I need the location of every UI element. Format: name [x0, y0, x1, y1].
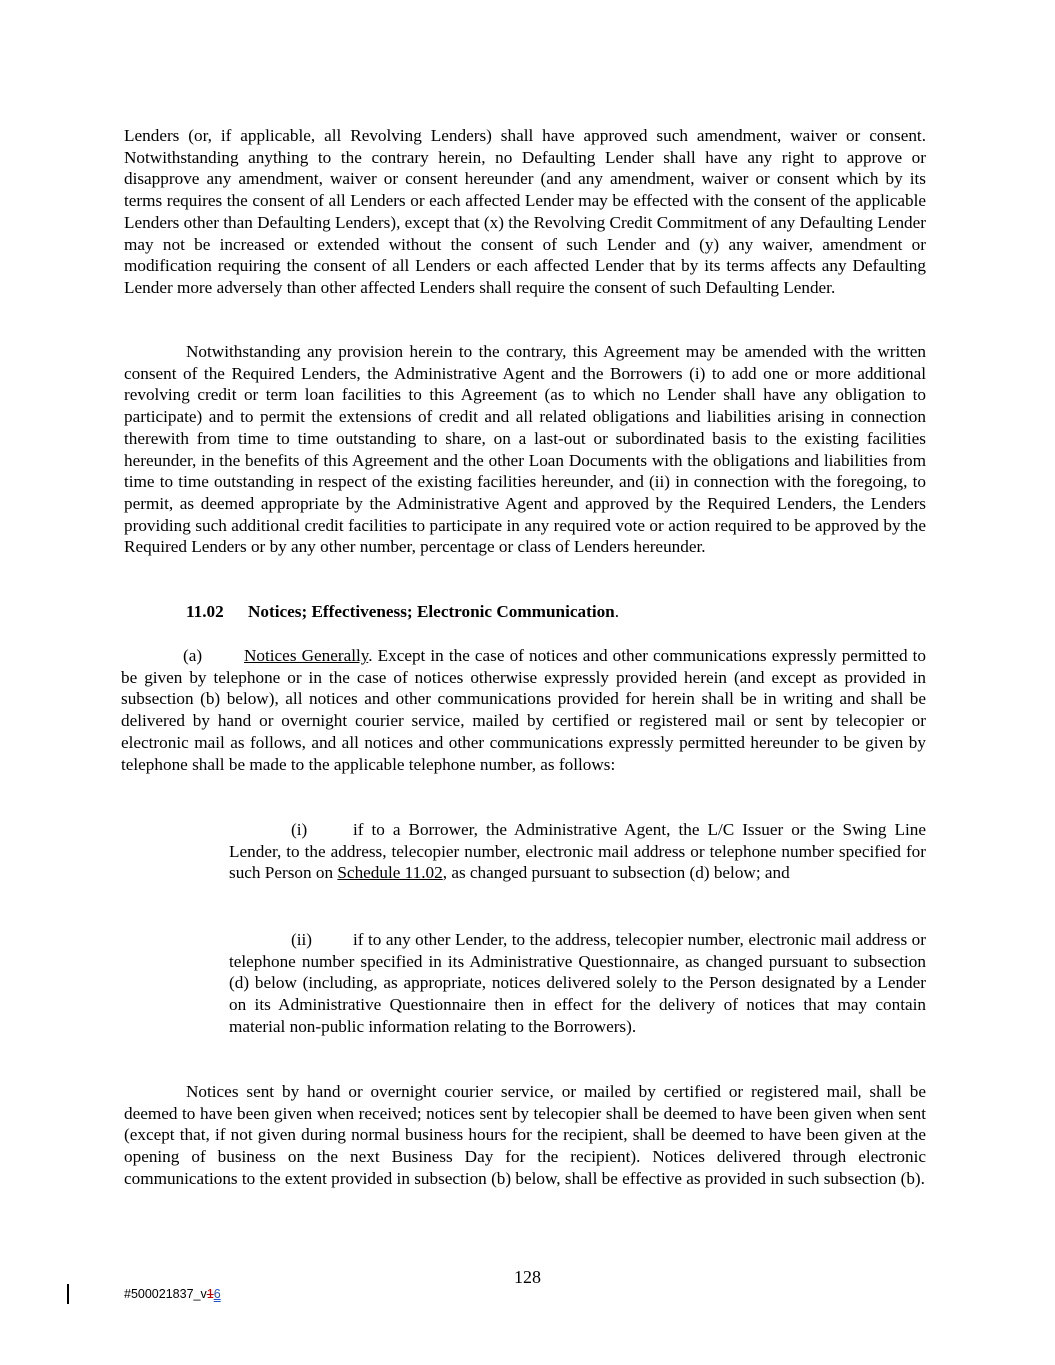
clause-i-text-after: , as changed pursuant to subsection (d) below; and: [442, 863, 790, 883]
doc-id-inserted-version: 6: [213, 1287, 221, 1301]
clause-ii: [229, 929, 926, 1038]
body-paragraph-amendments-defaulting-lender: Lenders (or, if applicable, all Revolving Lenders) shall have approved such amendment, waiver or consent. Notwithstanding anything to the contrary herein, no Defaulting Lender shall have any right to approve or disapprove any amendment, waiver or consent hereunder (and any amendment, waiver or consent which by its terms requires the consent of all Lenders or each affected Lender may be effected with the consent of the applicable Lenders other than Defaulting Lenders), except that (x) the Revolving Credit Commitment of any Defaulting Lender may not be increased or extended without the consent of such Lender and (y) any waiver, amendment or modification requiring the consent of all Lenders or each affected Lender that by its terms affects any Defaulting Lender more adversely than other affected Lenders shall require the consent of such Defaulting Lender.: [124, 126, 926, 297]
body-paragraph-notice-effectiveness: Notices sent by hand or overnight courier service, or mailed by certified or registered mail, shall be deemed to have been given when received; notices sent by telecopier shall be deemed to have been given when sent (except that, if not given during normal business hours for the recipient, shall be deemed to have been given at the opening of business on the next Business Day for the recipient). Notices delivered through electronic communications to the extent provided in subsection (b) below, shall be effective as provided in such subsection (b).: [124, 1082, 926, 1188]
doc-id-deleted-version: 1: [206, 1287, 214, 1301]
section-title: Notices; Effectiveness; Electronic Communication: [248, 602, 615, 621]
revision-change-bar: [67, 1284, 69, 1304]
page-number: 128: [514, 1267, 541, 1287]
clause-ii-label: (ii): [291, 930, 312, 949]
subsection-a-notices-generally: [121, 645, 926, 775]
section-title-period: .: [614, 602, 620, 621]
body-paragraph-additional-facilities: Notwithstanding any provision herein to the contrary, this Agreement may be amended with the written consent of the Required Lenders, the Administrative Agent and the Borrowers (i) to add one or more additional revolving credit or term loan facilities to this Agreement (as to which no Lender shall have any obligation to participate) and to permit the extensions of credit and all related obligations and liabilities arising in connection therewith from time to time outstanding to share, on a last-out or subordinated basis to the existing facilities hereunder, in the benefits of this Agreement and the other Loan Documents with the obligations and liabilities from time to time outstanding in respect of the existing facilities hereunder, and (ii) in connection with the foregoing, to permit, as deemed appropriate by the Administrative Agent and approved by the Required Lenders, the Lenders providing such additional credit facilities to participate in any required vote or action required to be approved by the Required Lenders or by any other number, percentage or class of Lenders hereunder.: [124, 342, 926, 557]
subsection-a-heading-period: .: [368, 646, 373, 665]
document-id-footer: [124, 1286, 221, 1302]
section-number: 11.02: [186, 602, 224, 621]
schedule-reference: Schedule 11.02: [337, 863, 443, 883]
clause-i-text-before: if to a Borrower, the Administrative Agent, the L/C Issuer or the Swing Line Lender, to the address, telecopier number, electronic mail address or telephone number specified for such Person on: [229, 820, 926, 883]
clause-ii-text: if to any other Lender, to the address, telecopier number, electronic mail address or telephone number specified in its Administrative Questionnaire, as changed pursuant to subsection (d) below (including, as appropriate, notices delivered solely to the Person designated by a Lender on its Administrative Questionnaire then in effect for the delivery of notices that may contain material non-public information relating to the Borrowers).: [229, 930, 926, 1036]
subsection-a-label: (a): [183, 646, 203, 665]
subsection-a-heading: Notices Generally: [244, 646, 369, 665]
clause-i-label: (i): [291, 820, 308, 839]
section-heading: [186, 601, 619, 623]
doc-id-prefix: #500021837_v: [124, 1287, 207, 1301]
clause-i: [229, 819, 926, 884]
subsection-a-text: Except in the case of notices and other communications expressly permitted to be given by telephone or in the case of notices otherwise expressly provided herein (and except as provided in subsection (b) below), all notices and other communications provided for herein shall be in writing and shall be delivered by hand or overnight courier service, mailed by certified or registered mail or sent by telecopier or electronic mail as follows, and all notices and other communications expressly permitted hereunder to be given by telephone shall be made to the applicable telephone number, as follows:: [121, 646, 927, 774]
